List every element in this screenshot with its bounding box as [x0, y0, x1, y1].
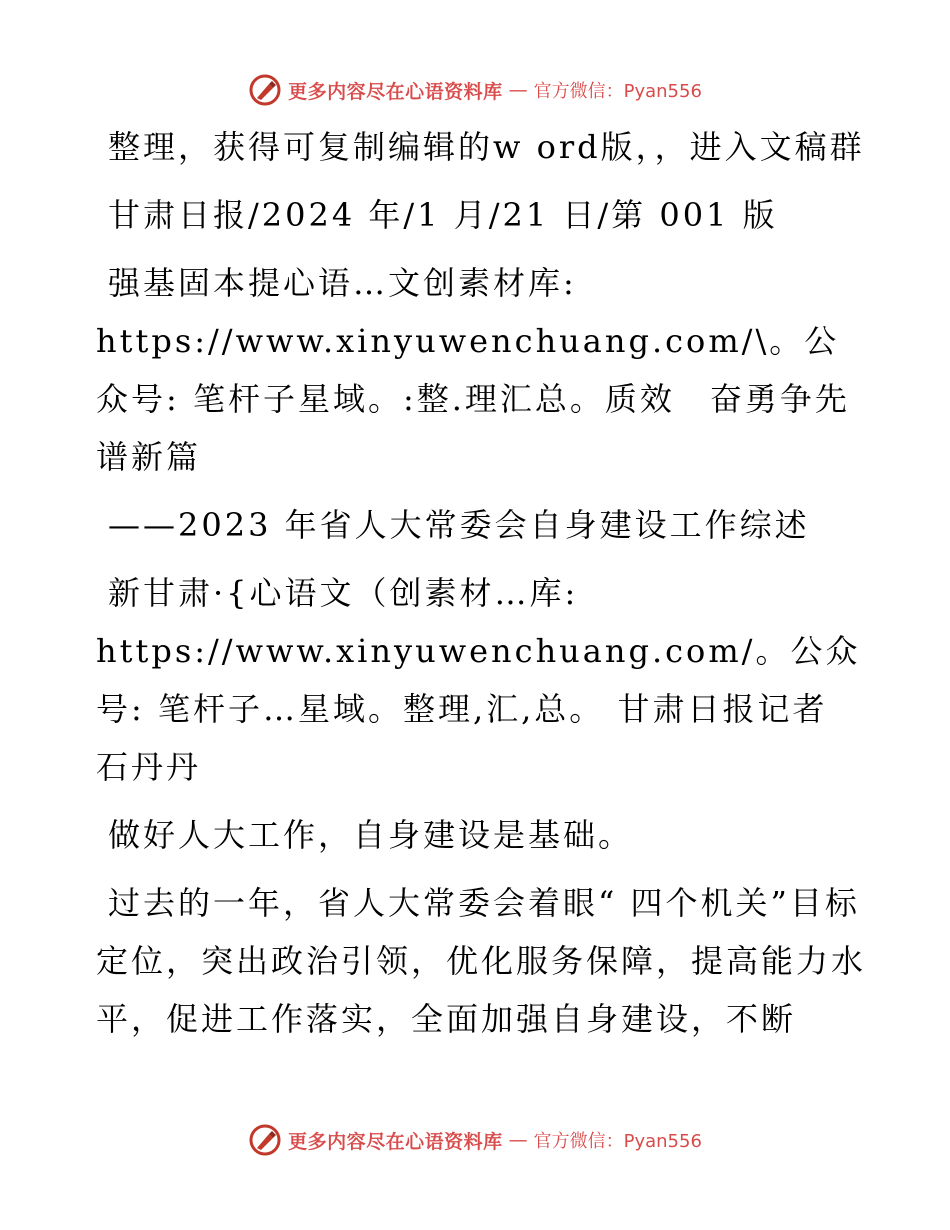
paragraph-intro: 整理，获得可复制编辑的w ord版，，进入文稿群 [108, 128, 865, 166]
footer-contact: 官方微信：Pyan556 [533, 1131, 702, 1152]
header-banner [0, 70, 950, 110]
document-body [96, 118, 866, 1058]
header-separator: — [508, 79, 528, 101]
footer-banner [0, 1120, 950, 1160]
header-contact: 官方微信：Pyan556 [533, 81, 702, 102]
paragraph-body: 过去的一年，省人大常委会着眼“ 四个机关”目标定位，突出政治引领，优化服务保障，提高能力水平，促进工作落实，全面加强自身建设，不断 [96, 884, 867, 1038]
pen-nib-logo-icon [248, 73, 282, 107]
paragraph-source: 甘肃日报/2024 年/1 月/21 日/第 001 版 [108, 196, 778, 234]
paragraph-headline: 强基固本提心语…文创素材库: https://www.xinyuwenchuang.com/\。公众号: 笔杆子星域。:整.理汇总。质效 奋勇争先谱新篇 [96, 264, 850, 476]
paragraph-byline: 新甘肃·{心语文（创素材…库: https://www.xinyuwenchuang.com/。公众号: 笔杆子…星域。整理,汇,总。 甘肃日报记者 石丹丹 [96, 574, 863, 786]
paragraph-lead: 做好人大工作，自身建设是基础。 [108, 816, 634, 854]
pen-nib-logo-icon [248, 1123, 282, 1157]
footer-separator: — [508, 1129, 528, 1151]
footer-slogan: 更多内容尽在心语资料库 [288, 1130, 503, 1153]
header-slogan: 更多内容尽在心语资料库 [288, 80, 503, 103]
paragraph-subtitle: ——2023 年省人大常委会自身建设工作综述 [108, 506, 810, 544]
